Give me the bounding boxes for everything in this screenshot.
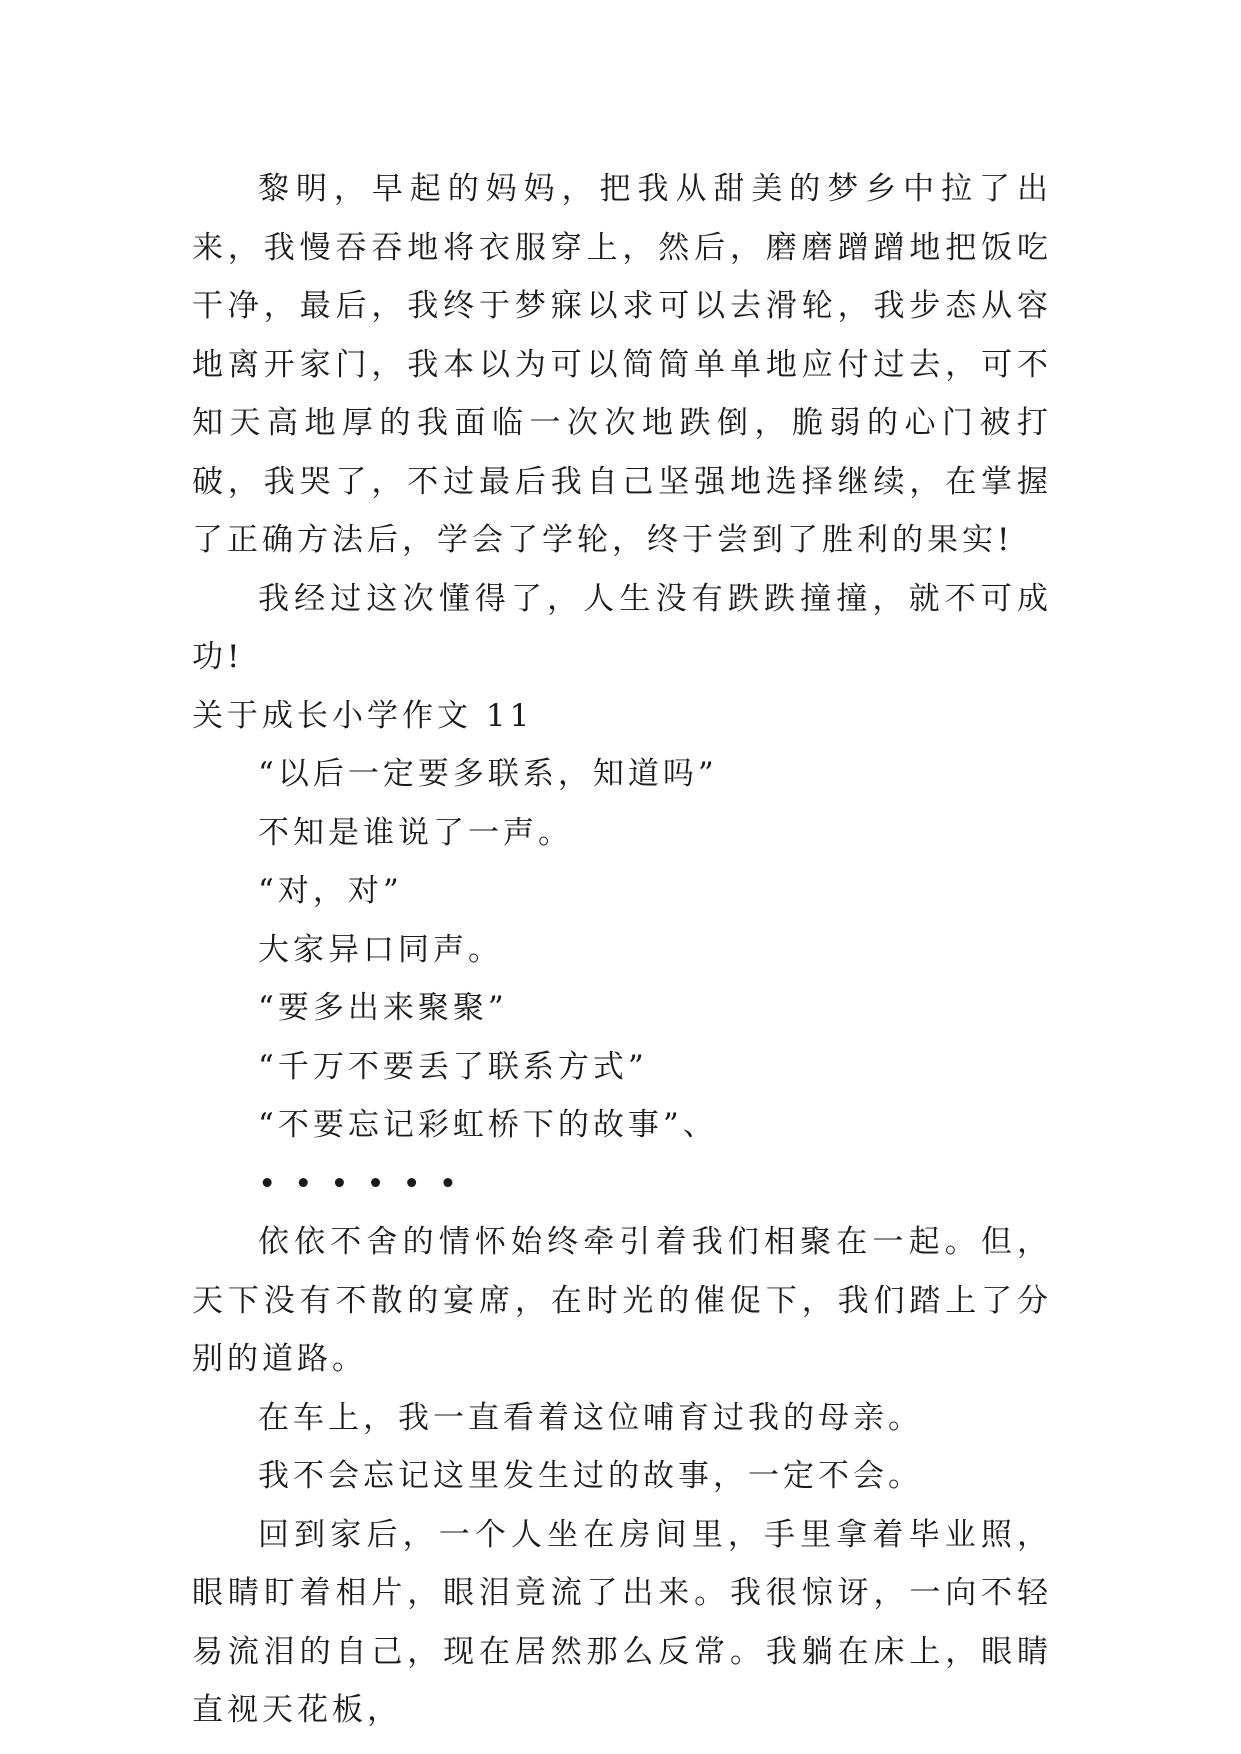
- paragraph-farewell: 依依不舍的情怀始终牵引着我们相聚在一起。但，天下没有不散的宴席，在时光的催促下，我们踏上了分别的道路。: [192, 1224, 1052, 1377]
- dialogue-line: “以后一定要多联系，知道吗”: [258, 756, 718, 792]
- paragraph-in-car: 在车上，我一直看着这位哺育过我的母亲。: [258, 1399, 923, 1436]
- narration-line: 不知是谁说了一声。: [258, 814, 573, 851]
- dialogue-line: “不要忘记彩虹桥下的故事”、: [258, 1107, 718, 1143]
- dialogue-line: “千万不要丢了联系方式”: [258, 1048, 648, 1085]
- dialogue-line: “要多出来聚聚”: [258, 990, 508, 1026]
- paragraph-back-home: 回到家后，一个人坐在房间里，手里拿着毕业照，眼睛盯着相片，眼泪竟流了出来。我很惊讶，一向不轻易流泪的自己，现在居然那么反常。我躺在床上，眼睛直视天花板，: [192, 1516, 1052, 1728]
- paragraph-skating-story: 黎明，早起的妈妈，把我从甜美的梦乡中拉了出来，我慢吞吞地将衣服穿上，然后，磨磨蹭蹭地把饭吃干净，最后，我终于梦寐以求可以去滑轮，我步态从容地离开家门，我本以为可以简简单单地应付过去，可不知天高地厚的我面临一次次地跌倒，脆弱的心门被打破，我哭了，不过最后我自己坚强地选择继续，在掌握了正确方法后，学会了学轮，终于尝到了胜利的果实!: [192, 171, 1052, 558]
- narration-line: 大家异口同声。: [258, 931, 503, 968]
- paragraph-lesson: 我经过这次懂得了，人生没有跌跌撞撞，就不可成功!: [192, 580, 1052, 675]
- essay-title: 关于成长小学作文 11: [192, 697, 534, 734]
- ellipsis-dots: • • • • • •: [258, 1165, 461, 1202]
- dialogue-line: “对，对”: [258, 873, 403, 909]
- paragraph-remember: 我不会忘记这里发生过的故事，一定不会。: [258, 1458, 923, 1494]
- essay-body: [192, 160, 1052, 1740]
